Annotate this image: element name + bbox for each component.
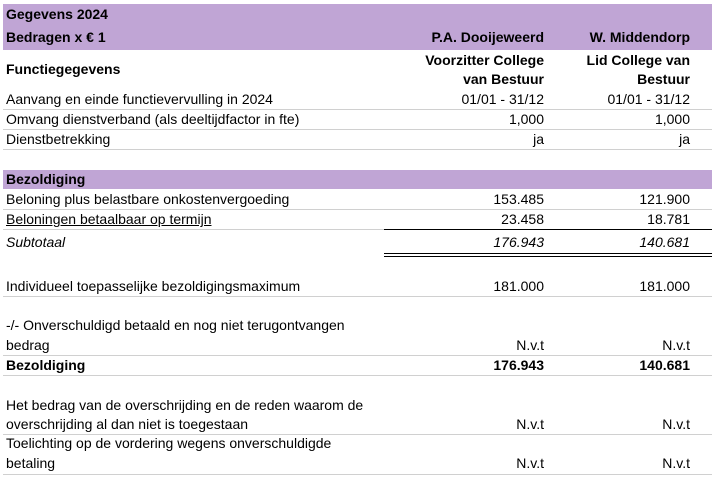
row-value-col2: 01/01 - 31/12	[607, 91, 690, 107]
row-value-col1: 1,000	[508, 111, 544, 127]
row-divider	[3, 129, 712, 130]
subtotaal-label: Subtotaal	[6, 234, 66, 250]
row-divider	[3, 209, 712, 210]
col2-name: W. Middendorp	[589, 29, 690, 45]
totaal-label: Bezoldiging	[6, 357, 86, 373]
col1-role-line1: Voorzitter College	[425, 52, 544, 68]
bezoldiging-band	[3, 170, 712, 189]
row-label: Omvang dienstverband (als deeltijdfactor in fte)	[6, 111, 300, 127]
termijn-label: Beloningen betaalbaar op termijn	[6, 211, 212, 227]
vordering-col2: N.v.t	[662, 455, 690, 471]
col2-role-line1: Lid College van	[586, 52, 690, 68]
termijn-col1: 23.458	[501, 211, 544, 227]
row-label: Dienstbetrekking	[6, 131, 111, 147]
row-value-col1: 01/01 - 31/12	[461, 91, 544, 107]
row-divider	[3, 296, 712, 297]
beloning-col2: 121.900	[639, 191, 690, 207]
row-value-col2: ja	[679, 131, 690, 147]
row-divider	[3, 375, 712, 376]
subtotal-double-rule-2	[384, 256, 712, 257]
row-divider	[3, 109, 712, 110]
col1-role-line2: van Bestuur	[463, 71, 544, 87]
row-value-col2: 1,000	[654, 111, 690, 127]
maximum-label: Individueel toepasselijke bezoldigingsmaximum	[6, 278, 301, 294]
row-divider	[3, 355, 712, 356]
col2-role-line2: Bestuur	[637, 71, 690, 87]
beloning-col1: 153.485	[493, 191, 544, 207]
row-divider	[3, 149, 712, 150]
row-label: Aanvang en einde functievervulling in 2024	[6, 91, 273, 107]
onverschuldigd-label-line2: bedrag	[6, 337, 50, 353]
termijn-col2: 18.781	[647, 211, 690, 227]
maximum-col1: 181.000	[493, 278, 544, 294]
row-divider	[3, 474, 712, 475]
vordering-label-line1: Toelichting op de vordering wegens onverschuldigde	[6, 435, 332, 451]
row-value-col1: ja	[533, 131, 544, 147]
onverschuldigd-col1: N.v.t	[516, 337, 544, 353]
overschrijding-label-line2: overschrijding al dan niet is toegestaan	[6, 416, 249, 432]
subtotaal-col2: 140.681	[639, 234, 690, 250]
functie-label: Functiegegevens	[6, 61, 121, 77]
totaal-col1: 176.943	[493, 357, 544, 373]
subtotaal-col1: 176.943	[493, 234, 544, 250]
subtotal-top-rule	[384, 229, 712, 230]
overschrijding-col1: N.v.t	[516, 416, 544, 432]
table-subtitle: Bedragen x € 1	[6, 29, 106, 45]
vordering-label-line2: betaling	[6, 455, 56, 471]
onverschuldigd-label-line1: -/- Onverschuldigd betaald en nog niet terugontvangen	[6, 317, 345, 333]
totaal-col2: 140.681	[639, 357, 690, 373]
table-title: Gegevens 2024	[6, 6, 108, 22]
col1-name: P.A. Dooijeweerd	[431, 29, 544, 45]
row-divider	[3, 229, 384, 230]
bezoldiging-header: Bezoldiging	[6, 171, 86, 187]
maximum-col2: 181.000	[639, 278, 690, 294]
vordering-col1: N.v.t	[516, 455, 544, 471]
onverschuldigd-col2: N.v.t	[662, 337, 690, 353]
overschrijding-col2: N.v.t	[662, 416, 690, 432]
subtotal-double-rule-1	[384, 253, 712, 254]
beloning-label: Beloning plus belastbare onkostenvergoeding	[6, 191, 290, 207]
overschrijding-label-line1: Het bedrag van de overschrijding en de reden waarom de	[6, 397, 364, 413]
